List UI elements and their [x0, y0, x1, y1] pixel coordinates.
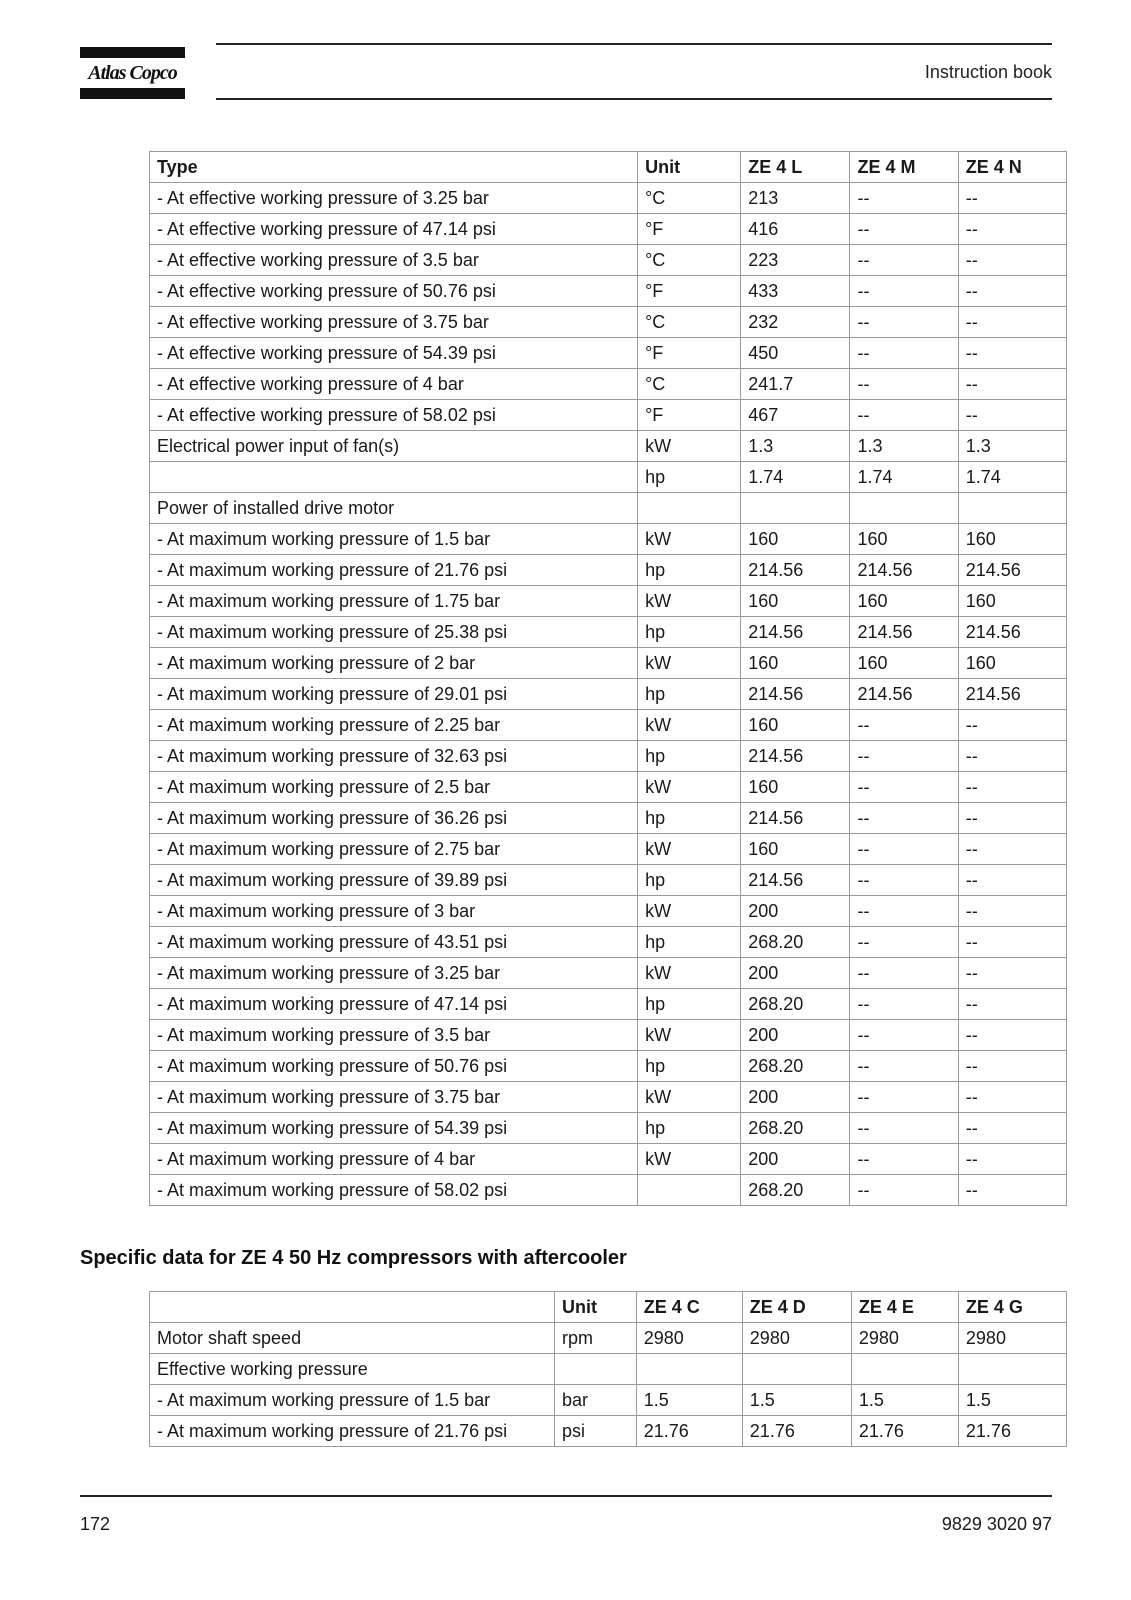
- table-cell: hp: [638, 927, 741, 958]
- table-cell: - At maximum working pressure of 43.51 psi: [150, 927, 638, 958]
- table-row: [150, 679, 1067, 710]
- table-cell: [958, 1354, 1066, 1385]
- table-cell: 214.56: [741, 679, 850, 710]
- table-row: [150, 586, 1067, 617]
- table-cell: --: [958, 896, 1066, 927]
- table-row: [150, 369, 1067, 400]
- table-cell: --: [958, 865, 1066, 896]
- table-cell: hp: [638, 462, 741, 493]
- table-row: [150, 958, 1067, 989]
- table-cell: [742, 1354, 851, 1385]
- table-cell: - At maximum working pressure of 32.63 psi: [150, 741, 638, 772]
- table-cell: 160: [741, 710, 850, 741]
- table-row: [150, 1144, 1067, 1175]
- table-cell: kW: [638, 524, 741, 555]
- table-row: [150, 834, 1067, 865]
- table-cell: 2980: [742, 1323, 851, 1354]
- table-cell: 160: [850, 648, 958, 679]
- table-cell: 1.3: [958, 431, 1066, 462]
- column-header: Type: [150, 152, 638, 183]
- table-cell: - At effective working pressure of 54.39 psi: [150, 338, 638, 369]
- table-cell: - At maximum working pressure of 2.5 bar: [150, 772, 638, 803]
- table-cell: - At maximum working pressure of 50.76 psi: [150, 1051, 638, 1082]
- table-cell: --: [850, 307, 958, 338]
- table-cell: 160: [741, 834, 850, 865]
- table-cell: 214.56: [958, 617, 1066, 648]
- table-cell: [851, 1354, 958, 1385]
- logo-wordmark: Atlas Copco: [88, 62, 177, 84]
- table-cell: --: [850, 927, 958, 958]
- table-cell: [638, 1175, 741, 1206]
- table-cell: kW: [638, 586, 741, 617]
- table-cell: --: [958, 834, 1066, 865]
- table-row: [150, 803, 1067, 834]
- table-cell: [741, 493, 850, 524]
- table-cell: - At maximum working pressure of 3.25 bar: [150, 958, 638, 989]
- table-row: [150, 524, 1067, 555]
- table-row: [150, 1175, 1067, 1206]
- table-cell: - At maximum working pressure of 21.76 psi: [150, 555, 638, 586]
- document-number: 9829 3020 97: [941, 1514, 1052, 1534]
- table-cell: °C: [638, 307, 741, 338]
- table-row: [150, 462, 1067, 493]
- table-cell: hp: [638, 741, 741, 772]
- table-cell: --: [850, 1113, 958, 1144]
- table-cell: hp: [638, 803, 741, 834]
- table-cell: 200: [741, 1144, 850, 1175]
- column-header: ZE 4 E: [851, 1292, 958, 1323]
- table-cell: rpm: [554, 1323, 636, 1354]
- table-cell: 160: [741, 648, 850, 679]
- table-cell: 268.20: [741, 1113, 850, 1144]
- table-cell: 1.3: [741, 431, 850, 462]
- table-cell: - At maximum working pressure of 36.26 psi: [150, 803, 638, 834]
- table-cell: - At effective working pressure of 50.76 psi: [150, 276, 638, 307]
- table-cell: °F: [638, 214, 741, 245]
- table-cell: - At maximum working pressure of 25.38 psi: [150, 617, 638, 648]
- table-row: [150, 1051, 1067, 1082]
- table-cell: --: [958, 927, 1066, 958]
- table-cell: 214.56: [850, 617, 958, 648]
- table-cell: °C: [638, 369, 741, 400]
- table-cell: --: [850, 1144, 958, 1175]
- table-cell: - At maximum working pressure of 3.75 bar: [150, 1082, 638, 1113]
- table-cell: --: [850, 1175, 958, 1206]
- table-cell: °C: [638, 183, 741, 214]
- table-cell: 1.5: [636, 1385, 742, 1416]
- column-header: ZE 4 L: [741, 152, 850, 183]
- table-cell: - At maximum working pressure of 58.02 psi: [150, 1175, 638, 1206]
- table-cell: [850, 493, 958, 524]
- table-cell: 214.56: [741, 617, 850, 648]
- table-cell: 450: [741, 338, 850, 369]
- table-cell: --: [850, 1051, 958, 1082]
- table-cell: 2980: [636, 1323, 742, 1354]
- table-cell: --: [958, 989, 1066, 1020]
- section-heading: Specific data for ZE 4 50 Hz compressors with aftercooler: [80, 1247, 627, 1269]
- table-cell: - At maximum working pressure of 1.75 bar: [150, 586, 638, 617]
- table-cell: kW: [638, 772, 741, 803]
- table-cell: --: [850, 338, 958, 369]
- table-row: [150, 1354, 1067, 1385]
- table-row: [150, 183, 1067, 214]
- table-row: [150, 927, 1067, 958]
- table-cell: hp: [638, 1051, 741, 1082]
- table-row: [150, 307, 1067, 338]
- table-cell: --: [850, 803, 958, 834]
- table-cell: kW: [638, 958, 741, 989]
- table-header-row: [150, 152, 1067, 183]
- table-cell: hp: [638, 555, 741, 586]
- table-row: [150, 1385, 1067, 1416]
- table-row: [150, 1113, 1067, 1144]
- table-cell: 200: [741, 1020, 850, 1051]
- table-cell: 214.56: [958, 679, 1066, 710]
- table-cell: --: [850, 772, 958, 803]
- table-row: [150, 1020, 1067, 1051]
- table-cell: kW: [638, 896, 741, 927]
- table-cell: 21.76: [958, 1416, 1066, 1447]
- table-cell: --: [850, 400, 958, 431]
- table-row: [150, 431, 1067, 462]
- header-rule-bottom: [216, 98, 1052, 100]
- table-cell: [638, 493, 741, 524]
- table-header-row: [150, 1292, 1067, 1323]
- column-header: ZE 4 C: [636, 1292, 742, 1323]
- table-cell: 232: [741, 307, 850, 338]
- table-cell: 2980: [958, 1323, 1066, 1354]
- table-cell: --: [850, 276, 958, 307]
- table-cell: 160: [850, 586, 958, 617]
- table-cell: 268.20: [741, 1051, 850, 1082]
- table-cell: --: [958, 803, 1066, 834]
- table-cell: 433: [741, 276, 850, 307]
- table-cell: - At maximum working pressure of 54.39 psi: [150, 1113, 638, 1144]
- table-cell: 214.56: [958, 555, 1066, 586]
- table-cell: 200: [741, 896, 850, 927]
- table-cell: kW: [638, 1082, 741, 1113]
- table-cell: --: [958, 338, 1066, 369]
- table-cell: kW: [638, 1144, 741, 1175]
- table-cell: Motor shaft speed: [150, 1323, 555, 1354]
- table-cell: 160: [741, 772, 850, 803]
- table-cell: 214.56: [741, 803, 850, 834]
- table-cell: - At maximum working pressure of 2 bar: [150, 648, 638, 679]
- table-cell: --: [850, 896, 958, 927]
- table-cell: °F: [638, 276, 741, 307]
- table-cell: 214.56: [741, 865, 850, 896]
- column-header: [150, 1292, 555, 1323]
- table-cell: --: [958, 1020, 1066, 1051]
- table-row: [150, 896, 1067, 927]
- table-cell: 160: [850, 524, 958, 555]
- table-cell: psi: [554, 1416, 636, 1447]
- table-cell: --: [958, 214, 1066, 245]
- table-cell: hp: [638, 617, 741, 648]
- table-cell: --: [958, 741, 1066, 772]
- table-cell: °F: [638, 338, 741, 369]
- table-cell: kW: [638, 431, 741, 462]
- table-cell: - At maximum working pressure of 3.5 bar: [150, 1020, 638, 1051]
- table-cell: --: [850, 369, 958, 400]
- table-row: [150, 214, 1067, 245]
- table-cell: 1.74: [850, 462, 958, 493]
- table-row: [150, 772, 1067, 803]
- table-cell: - At maximum working pressure of 3 bar: [150, 896, 638, 927]
- atlas-copco-logo: [80, 47, 185, 99]
- table-cell: 1.74: [741, 462, 850, 493]
- table-cell: --: [850, 710, 958, 741]
- table-cell: - At effective working pressure of 3.25 bar: [150, 183, 638, 214]
- page-number: 172: [80, 1514, 111, 1534]
- table-cell: - At maximum working pressure of 2.75 bar: [150, 834, 638, 865]
- table-cell: --: [958, 245, 1066, 276]
- ze4-aftercooler-spec-table: [149, 1291, 1067, 1447]
- table-row: [150, 245, 1067, 276]
- table-cell: --: [850, 865, 958, 896]
- table-cell: --: [958, 1175, 1066, 1206]
- table-cell: - At maximum working pressure of 1.5 bar: [150, 524, 638, 555]
- table-cell: hp: [638, 989, 741, 1020]
- table-cell: °F: [638, 400, 741, 431]
- table-cell: --: [958, 369, 1066, 400]
- table-cell: --: [850, 245, 958, 276]
- table-cell: hp: [638, 865, 741, 896]
- table-cell: --: [850, 834, 958, 865]
- table-row: [150, 865, 1067, 896]
- table-cell: kW: [638, 834, 741, 865]
- table-row: [150, 400, 1067, 431]
- table-cell: 21.76: [742, 1416, 851, 1447]
- table-cell: 214.56: [741, 741, 850, 772]
- table-cell: hp: [638, 679, 741, 710]
- logo-top-bar: [80, 47, 185, 58]
- document-title: Instruction book: [924, 62, 1052, 82]
- column-header: ZE 4 N: [958, 152, 1066, 183]
- table-cell: kW: [638, 1020, 741, 1051]
- table-cell: 2980: [851, 1323, 958, 1354]
- table-cell: - At effective working pressure of 47.14 psi: [150, 214, 638, 245]
- table-cell: --: [850, 183, 958, 214]
- table-cell: 241.7: [741, 369, 850, 400]
- table-cell: --: [850, 989, 958, 1020]
- table-cell: --: [958, 276, 1066, 307]
- table-row: [150, 276, 1067, 307]
- table-cell: --: [958, 307, 1066, 338]
- table-cell: 200: [741, 1082, 850, 1113]
- table-cell: 268.20: [741, 1175, 850, 1206]
- column-header: Unit: [554, 1292, 636, 1323]
- table-cell: 160: [958, 586, 1066, 617]
- table-cell: hp: [638, 1113, 741, 1144]
- header-rule-top: [216, 43, 1052, 45]
- column-header: ZE 4 D: [742, 1292, 851, 1323]
- table-cell: --: [850, 958, 958, 989]
- table-cell: --: [958, 183, 1066, 214]
- table-row: [150, 617, 1067, 648]
- table-cell: 214.56: [850, 555, 958, 586]
- table-cell: 1.5: [851, 1385, 958, 1416]
- table-cell: 223: [741, 245, 850, 276]
- table-row: [150, 493, 1067, 524]
- table-cell: - At maximum working pressure of 47.14 psi: [150, 989, 638, 1020]
- table-row: [150, 710, 1067, 741]
- table-cell: - At maximum working pressure of 2.25 bar: [150, 710, 638, 741]
- table-cell: --: [958, 1051, 1066, 1082]
- table-row: [150, 338, 1067, 369]
- table-cell: Electrical power input of fan(s): [150, 431, 638, 462]
- footer-rule: [80, 1495, 1052, 1497]
- table-cell: --: [850, 741, 958, 772]
- table-row: [150, 1082, 1067, 1113]
- table-row: [150, 989, 1067, 1020]
- table-cell: [150, 462, 638, 493]
- table-cell: --: [958, 1082, 1066, 1113]
- table-cell: - At effective working pressure of 3.5 bar: [150, 245, 638, 276]
- table-cell: bar: [554, 1385, 636, 1416]
- table-cell: 200: [741, 958, 850, 989]
- table-cell: --: [958, 710, 1066, 741]
- table-cell: --: [958, 958, 1066, 989]
- table-cell: 160: [958, 524, 1066, 555]
- column-header: ZE 4 G: [958, 1292, 1066, 1323]
- table-row: [150, 648, 1067, 679]
- table-cell: --: [850, 1020, 958, 1051]
- table-cell: --: [850, 1082, 958, 1113]
- table-cell: 213: [741, 183, 850, 214]
- table-cell: 1.3: [850, 431, 958, 462]
- table-cell: 1.5: [958, 1385, 1066, 1416]
- table-cell: --: [958, 400, 1066, 431]
- table-row: [150, 555, 1067, 586]
- table-cell: °C: [638, 245, 741, 276]
- table-cell: 160: [741, 586, 850, 617]
- table-cell: 1.5: [742, 1385, 851, 1416]
- table-cell: --: [958, 1144, 1066, 1175]
- table-row: [150, 1323, 1067, 1354]
- table-cell: --: [958, 772, 1066, 803]
- table-cell: - At maximum working pressure of 29.01 psi: [150, 679, 638, 710]
- table-cell: - At maximum working pressure of 39.89 psi: [150, 865, 638, 896]
- table-cell: Power of installed drive motor: [150, 493, 638, 524]
- table-cell: [958, 493, 1066, 524]
- table-cell: 214.56: [741, 555, 850, 586]
- table-cell: [554, 1354, 636, 1385]
- ze4-lmn-spec-table: [149, 151, 1067, 1206]
- table-cell: 160: [741, 524, 850, 555]
- column-header: Unit: [638, 152, 741, 183]
- table-cell: 21.76: [851, 1416, 958, 1447]
- table-row: [150, 741, 1067, 772]
- table-cell: 21.76: [636, 1416, 742, 1447]
- table-cell: --: [958, 1113, 1066, 1144]
- table-cell: - At maximum working pressure of 4 bar: [150, 1144, 638, 1175]
- table-row: [150, 1416, 1067, 1447]
- table-cell: 214.56: [850, 679, 958, 710]
- table-cell: Effective working pressure: [150, 1354, 555, 1385]
- table-cell: 268.20: [741, 989, 850, 1020]
- table-cell: - At maximum working pressure of 1.5 bar: [150, 1385, 555, 1416]
- table-cell: 268.20: [741, 927, 850, 958]
- column-header: ZE 4 M: [850, 152, 958, 183]
- table-cell: 416: [741, 214, 850, 245]
- table-cell: - At effective working pressure of 58.02 psi: [150, 400, 638, 431]
- table-cell: 467: [741, 400, 850, 431]
- table-cell: 160: [958, 648, 1066, 679]
- table-cell: --: [850, 214, 958, 245]
- table-cell: - At effective working pressure of 4 bar: [150, 369, 638, 400]
- table-cell: [636, 1354, 742, 1385]
- table-cell: 1.74: [958, 462, 1066, 493]
- table-cell: - At effective working pressure of 3.75 bar: [150, 307, 638, 338]
- table-cell: - At maximum working pressure of 21.76 psi: [150, 1416, 555, 1447]
- logo-bottom-bar: [80, 88, 185, 99]
- table-cell: kW: [638, 710, 741, 741]
- table-cell: kW: [638, 648, 741, 679]
